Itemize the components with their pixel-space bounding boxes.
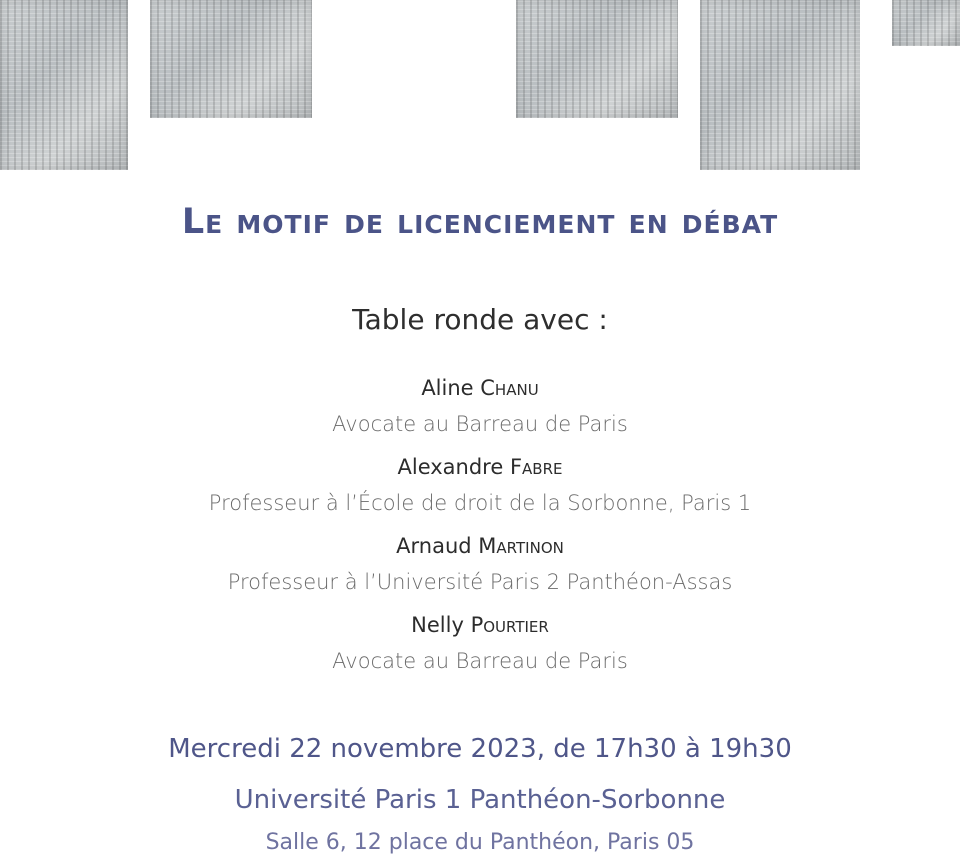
speaker-item xyxy=(0,370,960,449)
newspaper-clipping-1 xyxy=(0,0,128,170)
speaker-first-name: Arnaud xyxy=(396,534,472,558)
speaker-name xyxy=(0,607,960,643)
speaker-role: Avocate au Barreau de Paris xyxy=(332,649,628,673)
speaker-item xyxy=(0,607,960,686)
speaker-first-name: Aline xyxy=(421,376,474,400)
event-venue: Université Paris 1 Panthéon-Sorbonne xyxy=(234,785,726,815)
event-details xyxy=(0,724,960,860)
speaker-last-name: Pourtier xyxy=(470,613,549,637)
speaker-last-name: Fabre xyxy=(509,455,563,479)
speaker-item xyxy=(0,449,960,528)
speaker-name xyxy=(0,449,960,485)
speaker-item xyxy=(0,528,960,607)
speaker-name xyxy=(0,528,960,564)
speaker-role: Avocate au Barreau de Paris xyxy=(332,412,628,436)
speaker-name xyxy=(0,370,960,406)
speaker-last-name: Chanu xyxy=(480,376,539,400)
newspaper-clipping-2 xyxy=(150,0,312,118)
speaker-list xyxy=(0,370,960,686)
speaker-last-name: Martinon xyxy=(478,534,564,558)
speaker-role: Professeur à l’École de droit de la Sorbonne, Paris 1 xyxy=(208,491,752,515)
roundtable-intro: Table ronde avec : xyxy=(352,303,608,336)
event-address: Salle 6, 12 place du Panthéon, Paris 05 xyxy=(265,830,695,855)
newspaper-clipping-5 xyxy=(892,0,960,46)
speaker-role: Professeur à l’Université Paris 2 Panthéon-Assas xyxy=(227,570,733,594)
speaker-first-name: Alexandre xyxy=(397,455,504,479)
newspaper-clipping-4 xyxy=(700,0,860,170)
newspaper-clipping-3 xyxy=(516,0,678,118)
speaker-first-name: Nelly xyxy=(411,613,464,637)
page-title: Le motif de licenciement en débat xyxy=(181,202,779,242)
event-date: Mercredi 22 novembre 2023, de 17h30 à 19h30 xyxy=(168,734,792,764)
